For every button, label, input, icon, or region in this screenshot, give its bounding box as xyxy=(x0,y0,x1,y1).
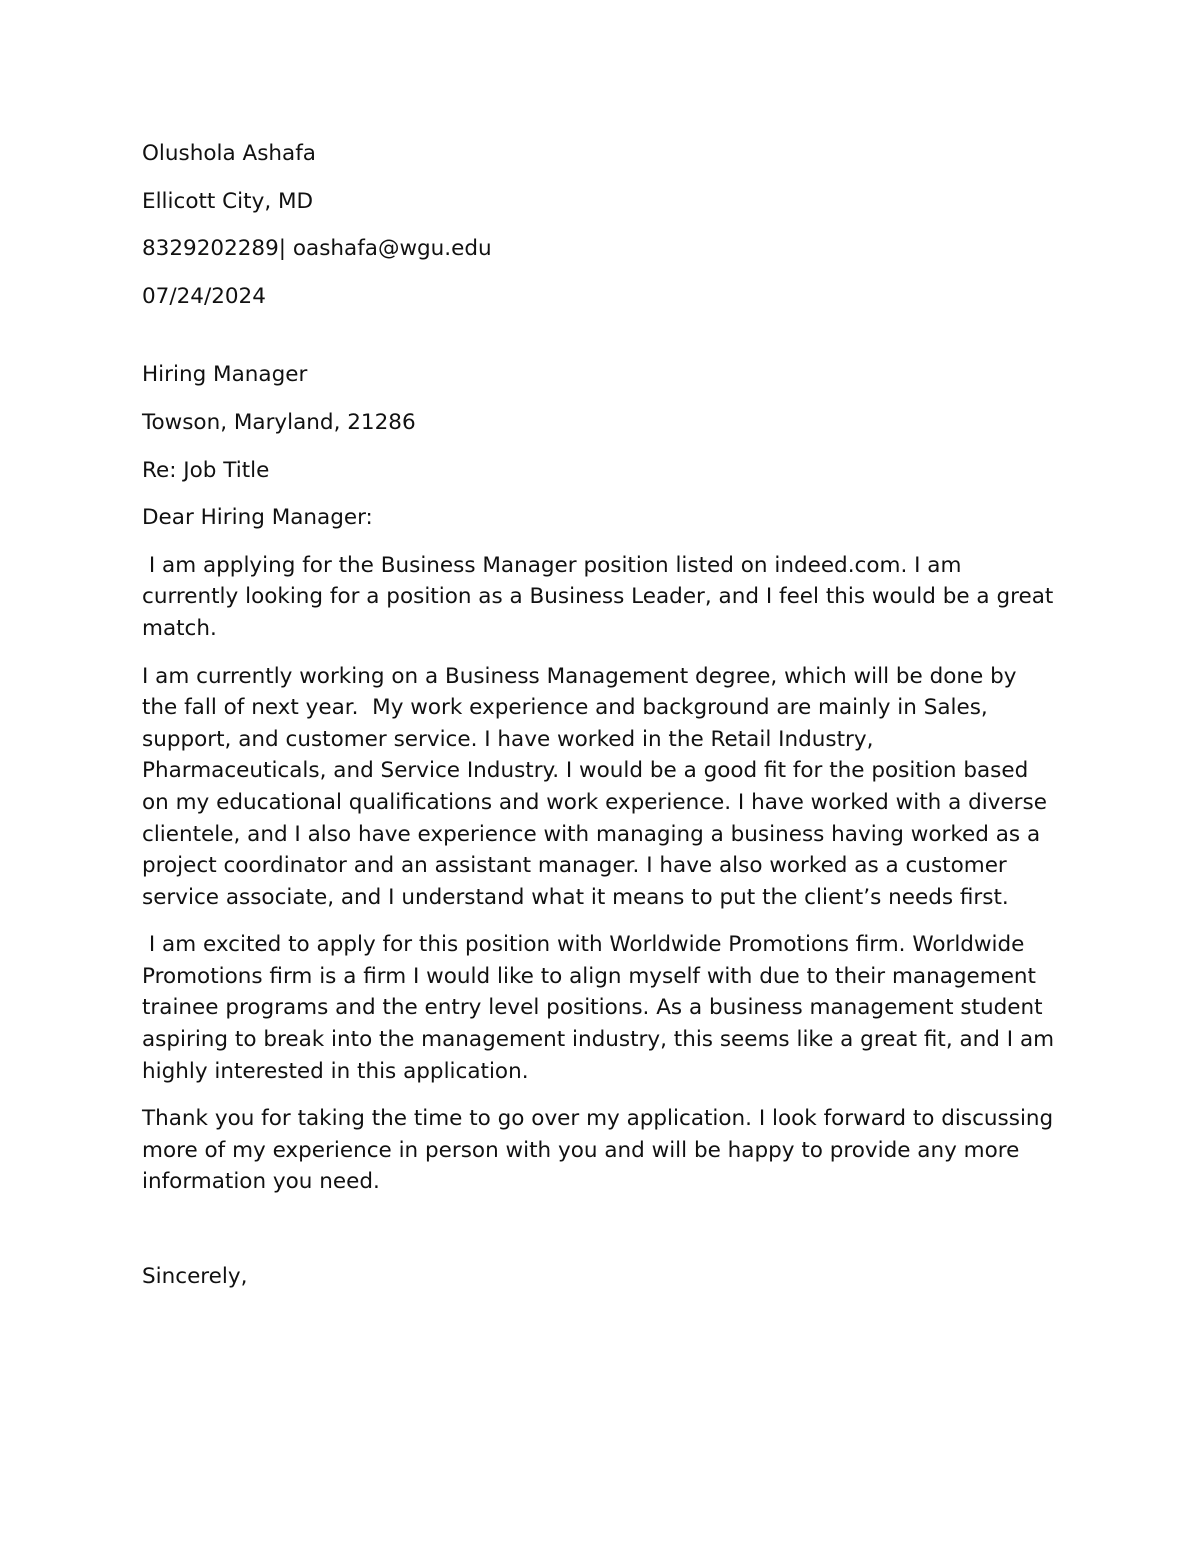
sender-name: Olushola Ashafa xyxy=(142,141,316,166)
body-paragraph-1: I am applying for the Business Manager position listed on indeed.com. I am currently looking for a position as a Business Leader, and I feel this would be a great match. xyxy=(142,552,1061,641)
body-paragraph-3: I am excited to apply for this position with Worldwide Promotions firm. Worldwide Promotions firm is a firm I would like to align myself with due to their management trainee programs and the entry level positions. As a business management student aspiring to break into the management industry, this seems like a great fit, and I am highly interested in this application. xyxy=(142,932,1061,1084)
salutation: Dear Hiring Manager: xyxy=(142,505,373,531)
subject-line: Re: Job Title xyxy=(142,457,270,483)
body-paragraph-4: Thank you for taking the time to go over my application. I look forward to discussing more of my experience in person with you and will be happy to provide any more information you need. xyxy=(142,1106,1061,1195)
recipient-location: Towson, Maryland, 21286 xyxy=(142,409,416,435)
sender-contact: 8329202289| oashafa@wgu.edu xyxy=(142,236,492,262)
cover-letter-page xyxy=(142,138,1061,1293)
sender-location: Ellicott City, MD xyxy=(142,188,314,214)
letter-date: 07/24/2024 xyxy=(142,283,266,309)
closing: Sincerely, xyxy=(142,1264,248,1290)
recipient-title: Hiring Manager xyxy=(142,362,308,388)
body-paragraph-2: I am currently working on a Business Management degree, which will be done by the fall of next year. My work experience and background are mainly in Sales, support, and customer service. I have worked in the Retail Industry, Pharmaceuticals, and Service Industry. I would be a good fit for the position based on my educational qualifications and work experience. I have worked with a diverse clientele, and I also have experience with managing a business having worked as a project coordinator and an assistant manager. I have also worked as a customer service associate, and I understand what it means to put the client’s needs first. xyxy=(142,663,1054,910)
